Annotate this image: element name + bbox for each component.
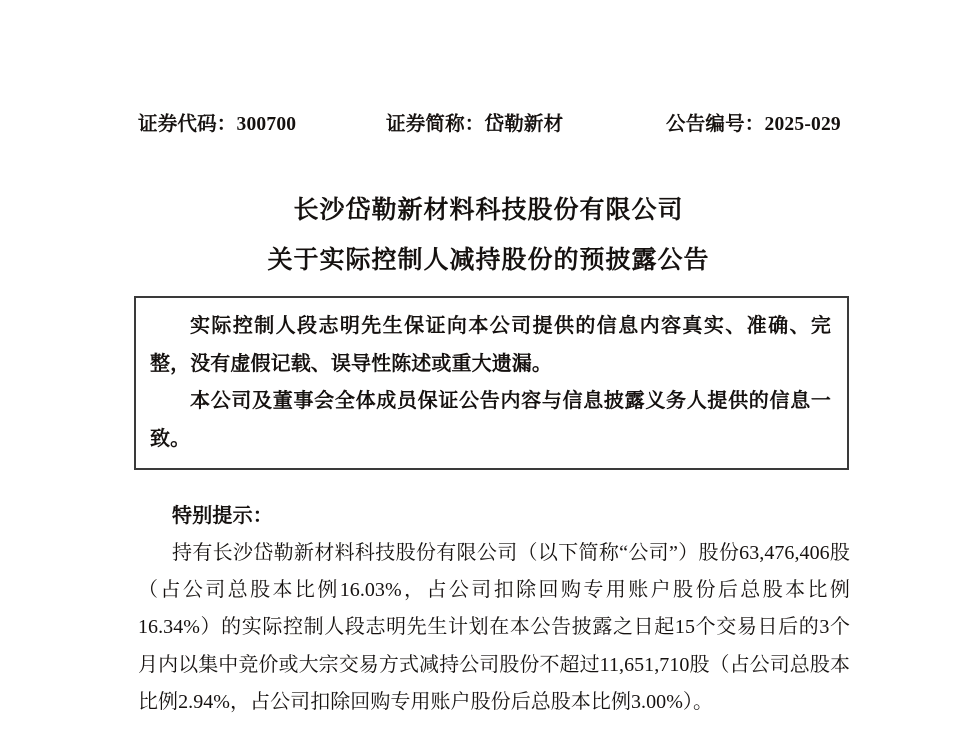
statement-paragraph-1: 实际控制人段志明先生保证向本公司提供的信息内容真实、准确、完整，没有虚假记载、误导性陈述或重大遗漏。 [150,315,831,375]
security-code-label: 证券代码： [138,114,237,135]
statement-box [134,296,849,470]
security-abbr-value: 岱勒新材 [484,114,564,135]
statement-paragraph-2: 本公司及董事会全体成员保证公告内容与信息披露义务人提供的信息一致。 [150,390,831,450]
page-title-line-2: 关于实际控制人减持股份的预披露公告 [267,247,710,274]
security-abbr-field [386,108,666,136]
page-title-line-1: 长沙岱勒新材料科技股份有限公司 [293,197,684,224]
document-header [138,108,850,136]
announcement-number-value: 2025-029 [764,114,841,135]
special-notice-section [138,498,850,721]
announcement-number-field [666,108,841,136]
security-code-value: 300700 [236,114,297,135]
special-notice-heading: 特别提示： [172,505,273,527]
page-title [0,186,977,286]
announcement-number-label: 公告编号： [666,114,765,135]
security-abbr-label: 证券简称： [386,114,485,135]
special-notice-body: 持有长沙岱勒新材料科技股份有限公司（以下简称“公司”）股份63,476,406股（占公司总股本比例16.03%，占公司扣除回购专用账户股份后总股本比例16.34%）的实际控制人段志明先生计划在本公告披露之日起15个交易日后的3个月内以集中竞价或大宗交易方式减持公司股份不超过11,651,710股（占公司总股本比例2.94%，占公司扣除回购专用账户股份后总股本比例3.00%）。 [138,542,850,713]
security-code-field [138,108,386,136]
